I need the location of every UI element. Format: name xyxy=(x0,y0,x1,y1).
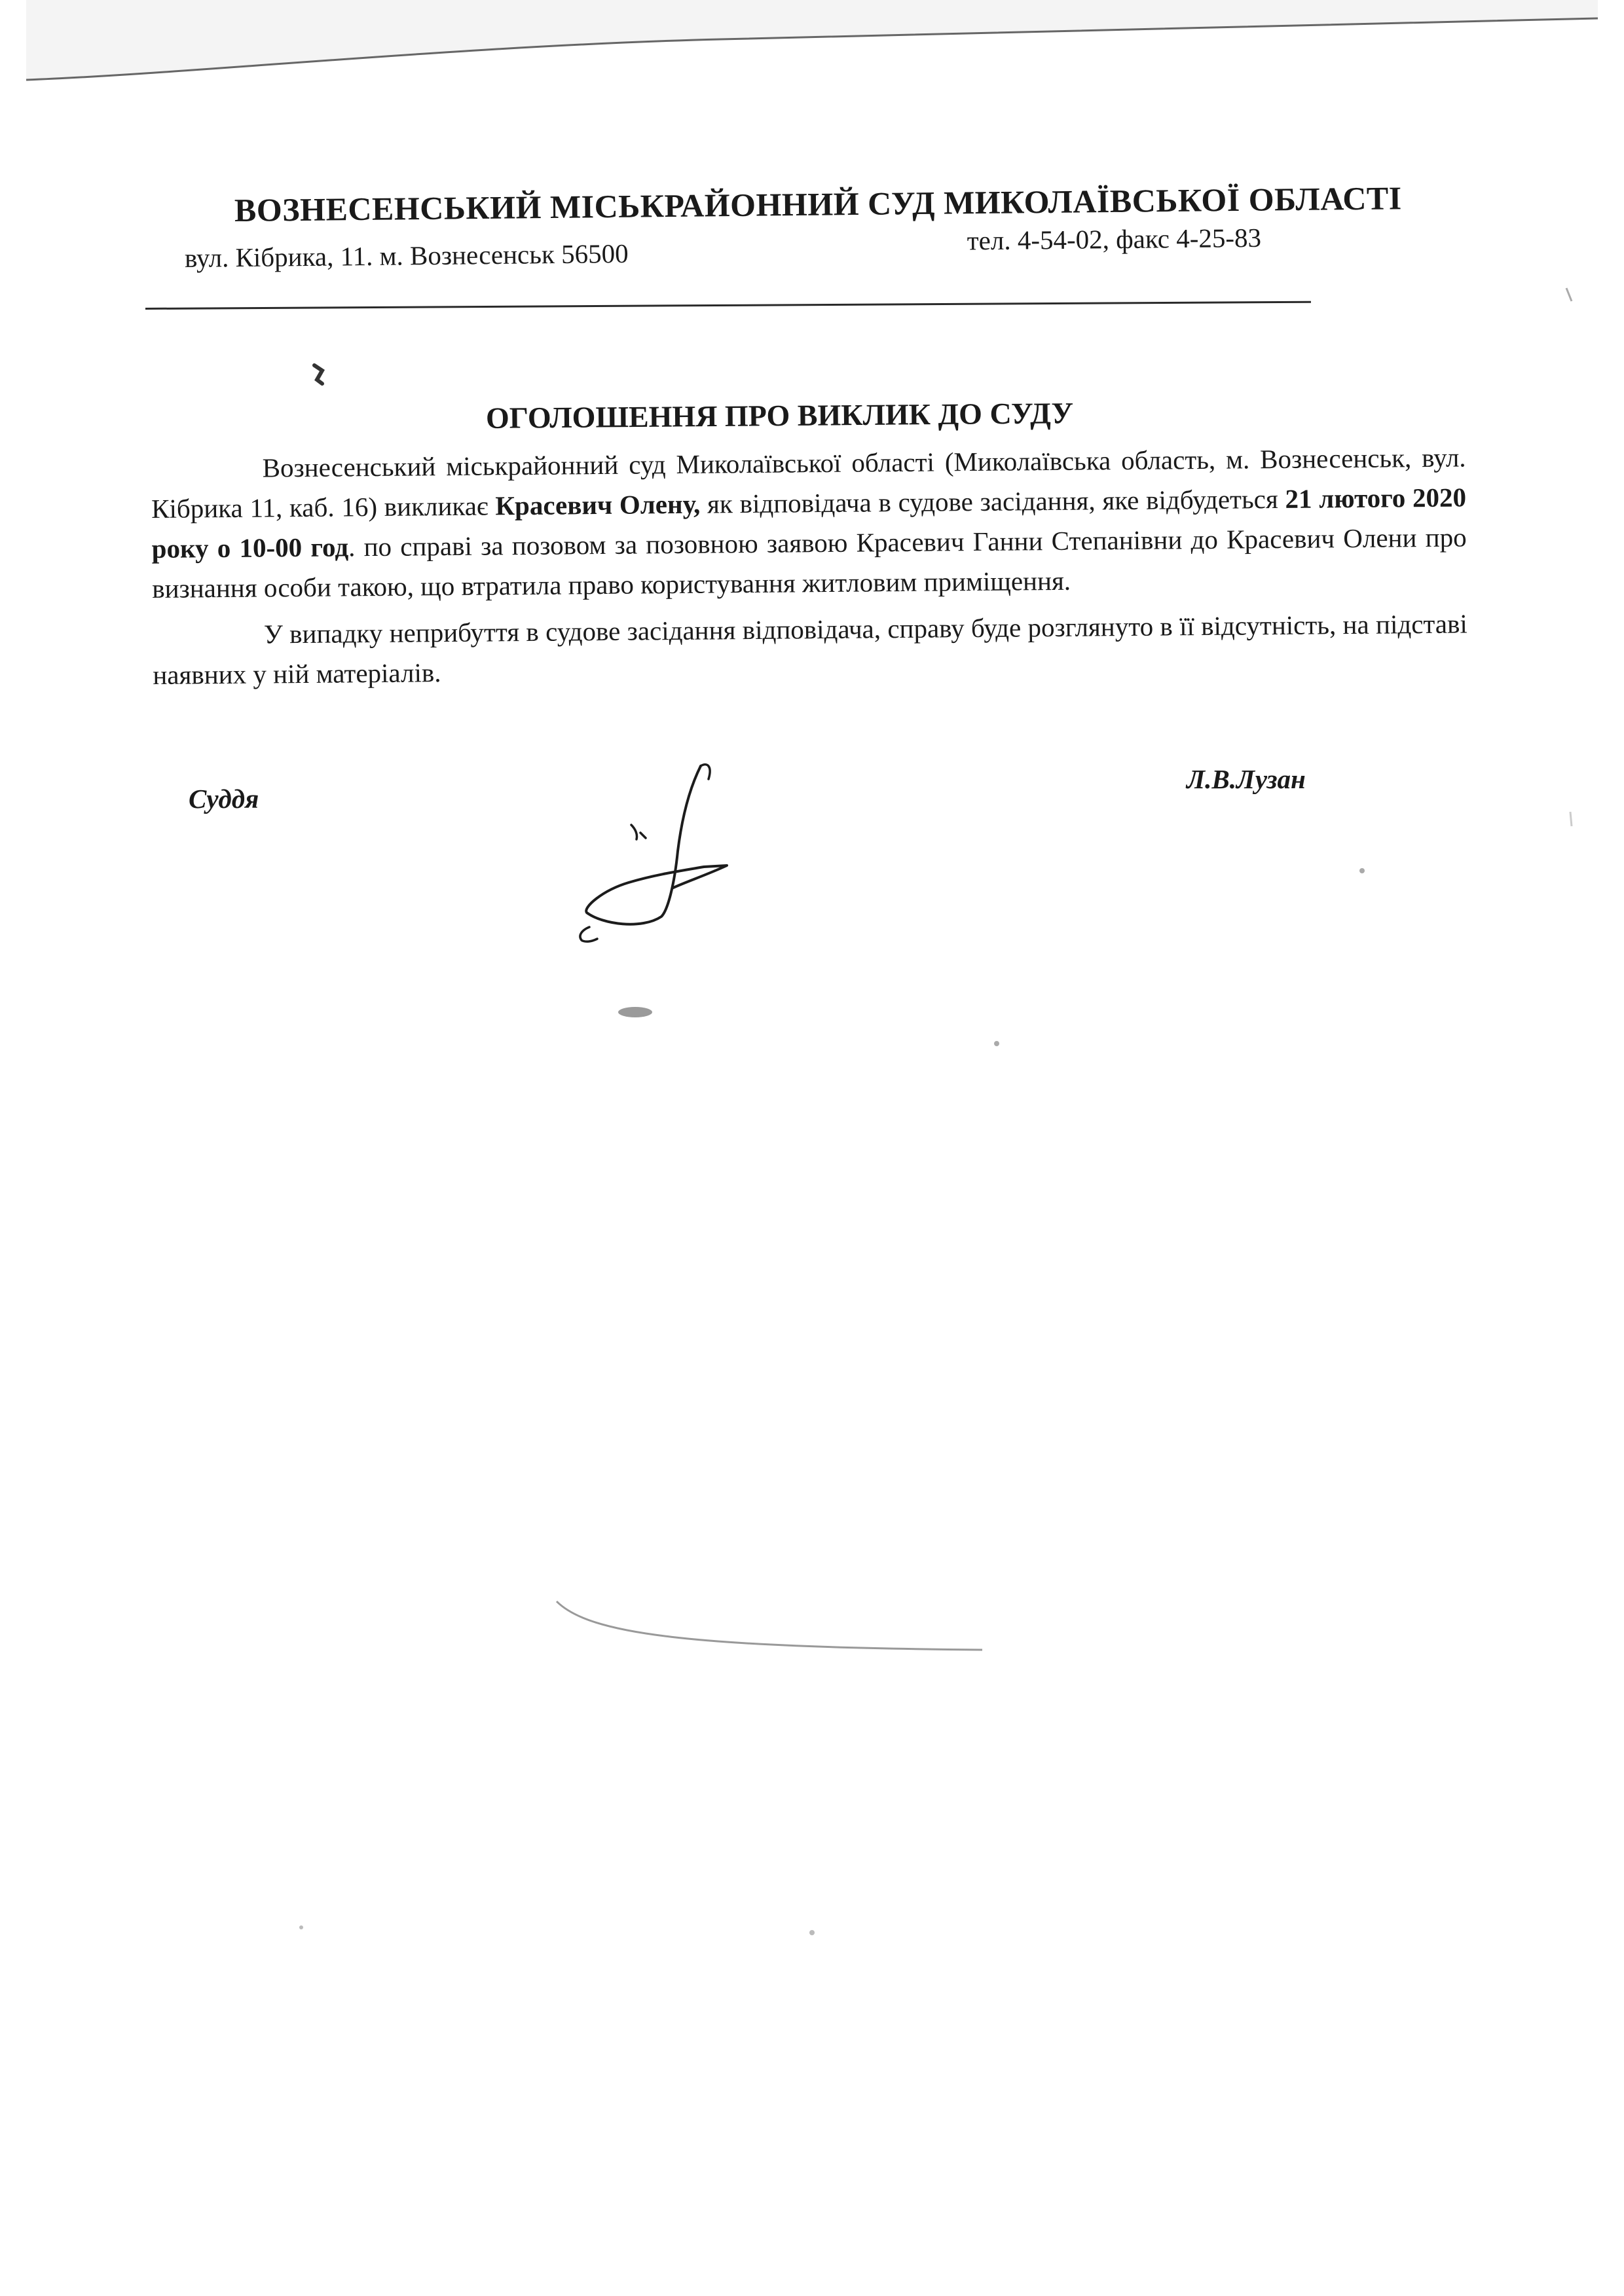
notice-paragraph-summons xyxy=(151,437,1467,609)
court-contacts xyxy=(184,222,1299,282)
notice-title: ОГОЛОШЕННЯ ПРО ВИКЛИК ДО СУДУ xyxy=(485,396,1074,435)
judge-role-label: Суддя xyxy=(189,784,259,814)
header-divider xyxy=(145,301,1311,310)
notice-body xyxy=(151,437,1467,695)
court-address: вул. Кібрика, 11. м. Вознесенськ 56500 xyxy=(184,238,629,273)
judge-name: Л.В.Лузан xyxy=(1187,764,1306,794)
notice-paragraph-absence: У випадку неприбуття в судове засідання відповідача, справу буде розглянуто в її відсутність, на підставі наявних у ній матеріалів. xyxy=(153,608,1467,690)
summons-text-part2: як відповідача в судове засідання, яке відбудеться xyxy=(700,483,1285,519)
hearing-datetime: 21 лютого 2020 року о 10-00 год xyxy=(151,482,1467,564)
scan-top-edge xyxy=(0,0,1624,92)
summons-text-part3: . по справі за позовом за позовною заявою Красевич Ганни Степанівни до Красевич Олени про визнання особи такою, що втратила право користування житловим приміщення. xyxy=(152,522,1467,604)
court-name-heading: ВОЗНЕСЕНСЬКИЙ МІСЬКРАЙОННИЙ СУД МИКОЛАЇВСЬКОЇ ОБЛАСТІ xyxy=(234,179,1402,228)
defendant-name: Красевич Олену, xyxy=(495,488,701,521)
handwritten-signature-icon xyxy=(563,753,773,949)
court-phone-fax: тел. 4-54-02, факс 4-25-83 xyxy=(967,222,1262,256)
summons-text-part1: Вознесенський міськрайонний суд Миколаївської області (Миколаївська область, м. Вознесенськ, вул. Кібрика 11, каб. 16) викликає xyxy=(151,442,1466,524)
